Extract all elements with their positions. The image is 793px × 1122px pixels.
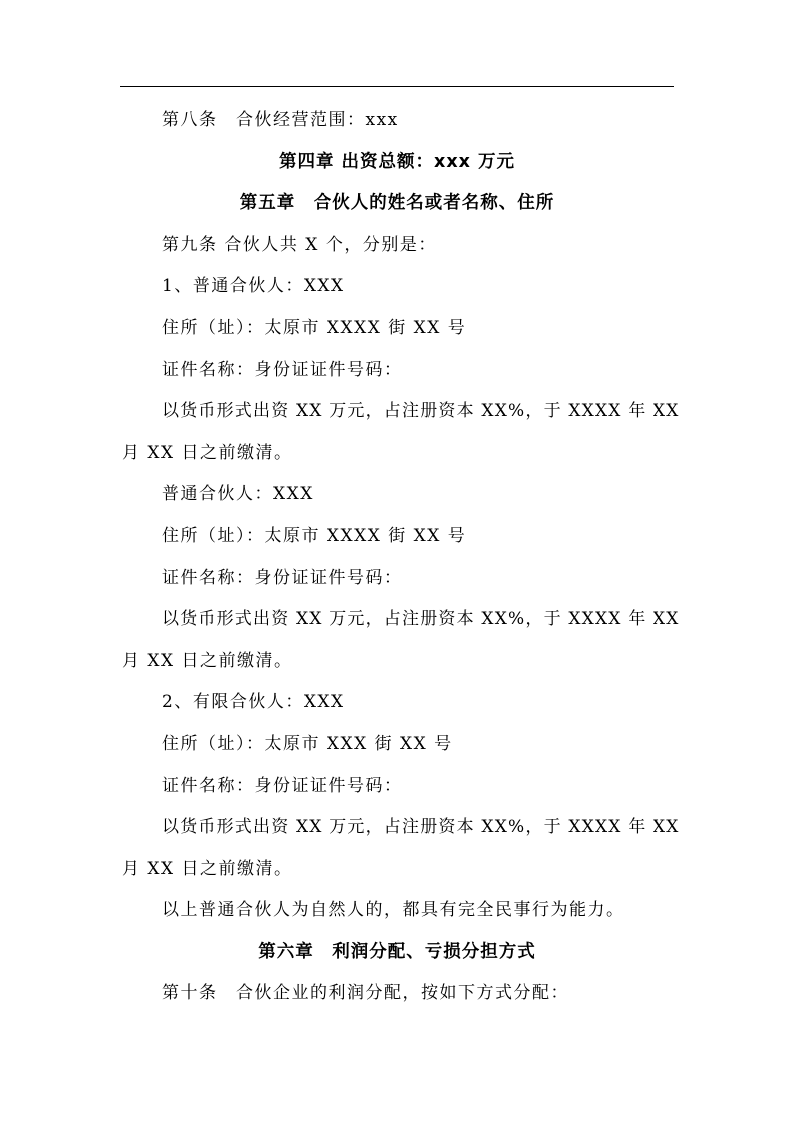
general-partner-2-contribution: 以货币形式出资 XX 万元，占注册资本 XX%，于 XXXX 年 XX (162, 609, 680, 630)
document-body (122, 100, 680, 1015)
general-partner-1-id: 证件名称：身份证证件号码： (162, 359, 403, 380)
general-partner-1-contribution: 以货币形式出资 XX 万元，占注册资本 XX%，于 XXXX 年 XX (162, 401, 680, 422)
article-10-profit-distribution: 第十条 合伙企业的利润分配，按如下方式分配： (162, 983, 569, 1004)
chapter-5-heading: 第五章 合伙人的姓名或者名称、住所 (239, 193, 555, 214)
general-partner-1-contribution-cont: 月 XX 日之前缴清。 (122, 442, 293, 463)
limited-partner-id: 证件名称：身份证证件号码： (162, 775, 403, 796)
general-partner-1-address: 住所（址）：太原市 XXXX 街 XX 号 (162, 317, 467, 338)
limited-partner-contribution: 以货币形式出资 XX 万元，占注册资本 XX%，于 XXXX 年 XX (162, 817, 680, 838)
general-partner-2-id: 证件名称：身份证证件号码： (162, 567, 403, 588)
header-rule (120, 86, 674, 87)
limited-partner-address: 住所（址）：太原市 XXX 街 XX 号 (162, 733, 453, 754)
article-8-business-scope: 第八条 合伙经营范围：xxx (162, 110, 399, 130)
chapter-4-heading: 第四章 出资总额：xxx 万元 (278, 151, 516, 172)
general-partner-2-name: 普通合伙人：XXX (162, 484, 314, 505)
chapter-6-heading: 第六章 利润分配、亏损分担方式 (258, 941, 536, 962)
general-partner-1-name: 1、普通合伙人：XXX (162, 276, 345, 297)
general-partner-2-address: 住所（址）：太原市 XXXX 街 XX 号 (162, 525, 467, 546)
limited-partner-name: 2、有限合伙人：XXX (162, 692, 345, 713)
capacity-statement: 以上普通合伙人为自然人的，都具有完全民事行为能力。 (162, 900, 625, 921)
limited-partner-contribution-cont: 月 XX 日之前缴清。 (122, 858, 293, 879)
article-9-partner-count: 第九条 合伙人共 X 个，分别是： (162, 234, 437, 255)
general-partner-2-contribution-cont: 月 XX 日之前缴清。 (122, 650, 293, 671)
